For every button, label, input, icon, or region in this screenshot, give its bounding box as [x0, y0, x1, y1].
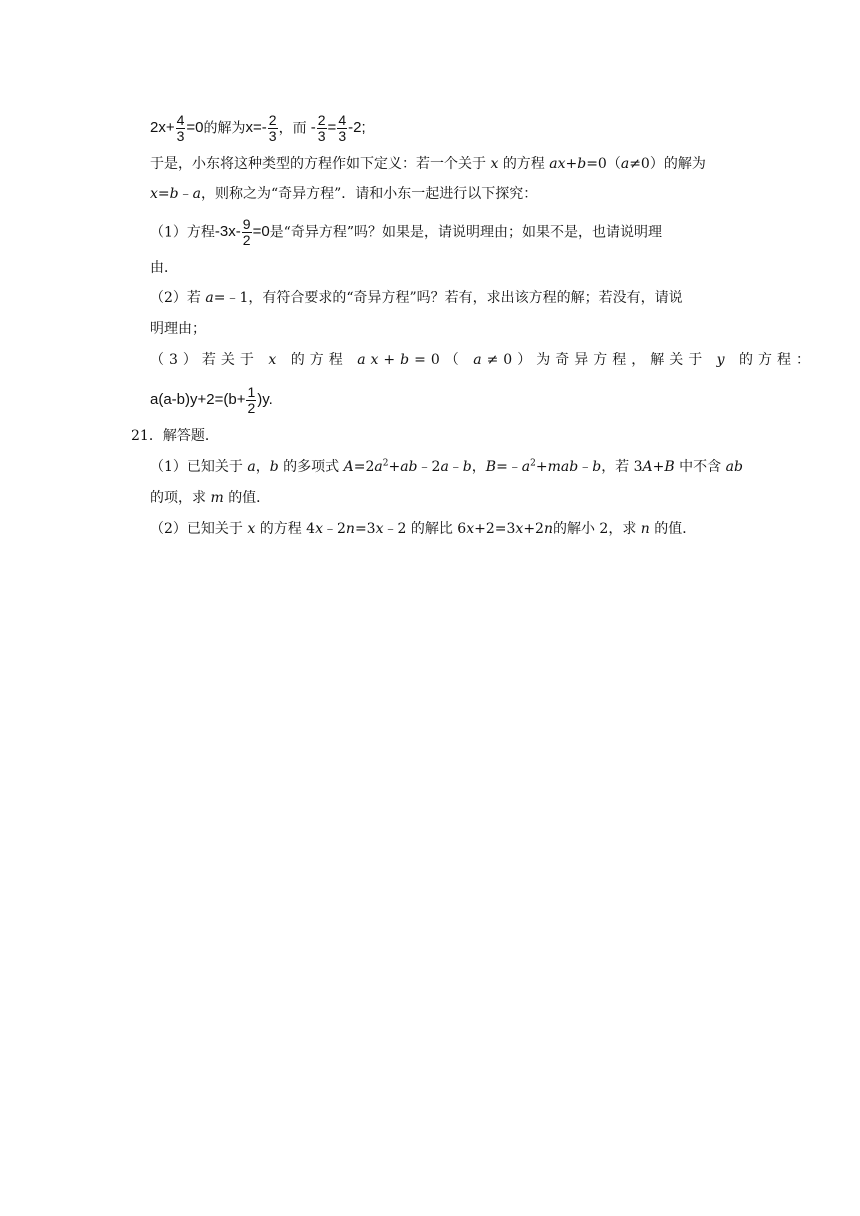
variable: x [315, 521, 323, 537]
equation-image [245, 112, 279, 144]
text: 的值． [654, 521, 697, 537]
eq-part: -3x- [214, 223, 241, 241]
text: 的方程 4 [259, 521, 316, 537]
fraction [242, 217, 252, 248]
text: ，而 [278, 120, 307, 137]
definition-line-1 [150, 154, 706, 174]
fraction [176, 113, 186, 144]
text: ﹣2 [417, 459, 441, 475]
variable: a [205, 290, 214, 306]
definition-line-2 [150, 184, 537, 204]
problem-21-part-1-cont [150, 488, 270, 508]
problem-21-part-2 [150, 519, 696, 539]
frac-den: 3 [268, 128, 277, 144]
variable: x [515, 521, 524, 537]
text: 的值． [228, 490, 271, 506]
text: =0（ [586, 156, 621, 172]
exponent: 2 [382, 458, 389, 469]
eq-part: )y. [257, 391, 273, 409]
variable: a [247, 459, 256, 475]
variable: ab [725, 459, 743, 475]
text: 由． [150, 260, 178, 276]
variable: y [716, 352, 730, 368]
text: 的多项式 [283, 459, 340, 475]
text: +2 [523, 521, 544, 537]
text: ≠0）的解为 [629, 156, 706, 172]
variable: B [664, 459, 675, 475]
text: ﹣2 的解比 6 [383, 521, 467, 537]
variable: ax+b [357, 352, 415, 368]
text: 于是，小东将这种类型的方程作如下定义：若一个关于 [150, 156, 486, 172]
problem-21-part-1 [150, 457, 743, 477]
question-3-line [150, 350, 815, 370]
variable: x [268, 352, 282, 368]
text: ，若 3 [601, 459, 643, 475]
question-2-cont [150, 319, 206, 339]
question-1-line [150, 217, 662, 248]
frac-den: 3 [176, 128, 185, 144]
variable: n [345, 521, 355, 537]
text: ﹣ [178, 186, 193, 202]
equation-image [150, 384, 273, 416]
variable: b [169, 186, 179, 202]
text: ﹣ [578, 459, 593, 475]
variable: a [440, 459, 449, 475]
variable: b [592, 459, 602, 475]
frac-num: 4 [338, 112, 347, 128]
text: 21．解答题． [131, 428, 219, 444]
frac-num: 2 [317, 112, 326, 128]
text: （1）方程 [150, 224, 215, 241]
eq-part: x=- [245, 119, 267, 137]
text: ≠0）为奇异方程，解关于 [486, 352, 708, 368]
text: =﹣1，有符合要求的“奇异方程”吗？若有，求出该方程的解；若没有，请说 [213, 290, 683, 306]
variable: ab [400, 459, 418, 475]
text: + [652, 459, 665, 475]
eq-part: - [310, 119, 316, 137]
text: + [535, 459, 548, 475]
equation-image [214, 216, 270, 248]
text: ﹣ [448, 459, 463, 475]
text: ﹣2 [323, 521, 346, 537]
variable: n [543, 521, 553, 537]
fraction [317, 113, 327, 144]
variable: A [343, 459, 354, 475]
variable: m [210, 490, 224, 506]
variable: x [247, 521, 256, 537]
text: ，则称之为“奇异方程”．请和小东一起进行以下探究： [200, 186, 538, 202]
variable: a [473, 352, 487, 368]
text: 的方程 [290, 352, 348, 368]
variable: ax+b [549, 156, 587, 172]
question-3-equation [150, 385, 273, 416]
frac-den: 3 [317, 128, 326, 144]
text: 的方程： [739, 352, 816, 368]
variable: a [620, 156, 630, 172]
fraction [268, 113, 278, 144]
variable: x [375, 521, 384, 537]
text: 中不含 [679, 459, 722, 475]
text: =0（ [414, 352, 464, 368]
eq-part: = [327, 119, 337, 137]
frac-num: 9 [242, 216, 251, 232]
question-2-line [150, 288, 683, 308]
text: 的方程 [502, 156, 545, 172]
variable: a [192, 186, 201, 202]
text: =3 [354, 521, 376, 537]
text: 的解小 2，求 [552, 521, 637, 537]
variable: n [640, 521, 650, 537]
eq-part: =0 [252, 223, 270, 241]
text: 的项，求 [150, 490, 206, 506]
text: +2=3 [474, 521, 516, 537]
text: 是“奇异方程”吗？如果是，请说明理由；如果不是，也请说明理 [269, 224, 662, 241]
variable: x [150, 186, 158, 202]
text: 明理由； [150, 321, 206, 337]
text: =2 [353, 459, 375, 475]
text: = [157, 186, 170, 202]
variable: x [490, 156, 499, 172]
variable: mab [547, 459, 579, 475]
example-equation-line [150, 113, 366, 144]
exponent: 2 [530, 458, 536, 469]
text: （1）已知关于 [150, 459, 243, 475]
problem-21-title [131, 426, 219, 446]
frac-num: 4 [176, 112, 185, 128]
fraction [337, 113, 347, 144]
frac-den: 2 [242, 232, 251, 248]
text: （2）已知关于 [150, 521, 243, 537]
text: （2）若 [150, 290, 201, 306]
equation-image [307, 112, 366, 144]
text: 的解为 [203, 120, 246, 137]
variable: b [462, 459, 472, 475]
text: ， [471, 459, 486, 475]
variable: B [485, 459, 497, 475]
text: =﹣ [496, 459, 522, 475]
variable: a [521, 459, 531, 475]
frac-den: 2 [247, 400, 256, 416]
variable: x [466, 521, 475, 537]
variable: b [269, 459, 279, 475]
question-1-cont [150, 258, 178, 278]
text: （3）若关于 [150, 352, 259, 368]
eq-part: a(a-b)y+2=(b+ [150, 391, 246, 409]
text: + [388, 459, 401, 475]
eq-part: 2x+ [150, 119, 175, 137]
fraction [246, 385, 256, 416]
frac-num: 2 [268, 112, 277, 128]
text: ， [255, 459, 270, 475]
variable: a [374, 459, 383, 475]
equation-image [150, 112, 204, 144]
frac-den: 3 [338, 128, 347, 144]
frac-num: 1 [247, 384, 256, 400]
eq-part: =0 [186, 119, 204, 137]
eq-part: -2; [348, 119, 366, 137]
variable: A [642, 459, 653, 475]
